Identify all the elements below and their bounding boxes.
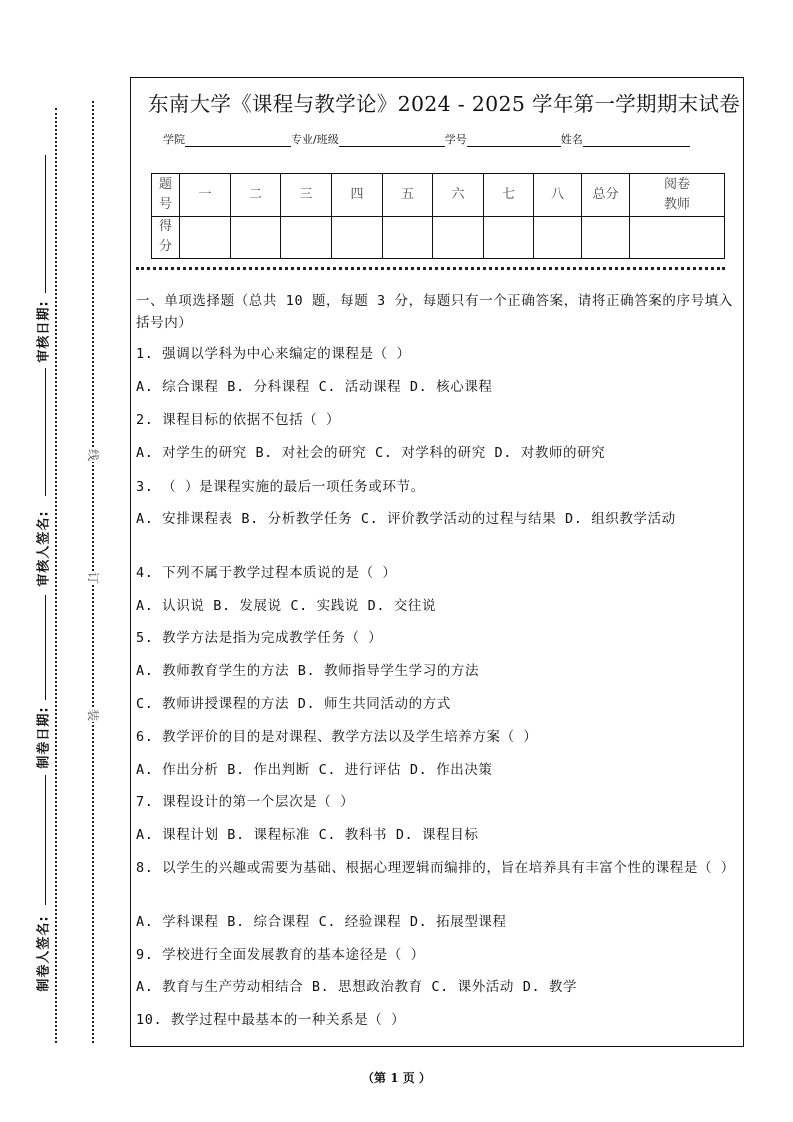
question-options: A. 认识说 B. 发展说 C. 实践说 D. 交往说 bbox=[136, 598, 437, 614]
question-stem: 8. 以学生的兴趣或需要为基础、根据心理逻辑而编排的，旨在培养具有丰富个性的课程是（ ） bbox=[136, 860, 735, 876]
question-stem: 1. 强调以学科为中心来编定的课程是（ ） bbox=[136, 346, 411, 362]
question-stem: 2. 课程目标的依据不包括（ ） bbox=[136, 412, 341, 428]
question-options: A. 对学生的研究 B. 对社会的研究 C. 对学科的研究 D. 对教师的研究 bbox=[136, 445, 606, 461]
score-cell[interactable] bbox=[281, 216, 332, 259]
column-header: 五 bbox=[383, 174, 433, 217]
college-field[interactable] bbox=[185, 133, 291, 147]
score-row bbox=[152, 216, 725, 259]
college-label: 学院 bbox=[163, 133, 185, 146]
signature-line bbox=[45, 368, 46, 496]
compiler-signature-label: 制卷人签名: bbox=[36, 915, 52, 992]
section-heading: 一、单项选择题（总共 10 题，每题 3 分，每题只有一个正确答案，请将正确答案的序号填入括号内） bbox=[136, 293, 733, 331]
compile-date-label: 制卷日期: bbox=[36, 706, 52, 769]
column-header: 三 bbox=[281, 174, 332, 217]
major-class-label: 专业/班级 bbox=[291, 133, 339, 146]
total-score-header: 总分 bbox=[582, 174, 630, 217]
question-stem: 10. 教学过程中最基本的一种关系是（ ） bbox=[136, 1012, 406, 1028]
seal-char-seal: 装 bbox=[86, 708, 100, 721]
score-cell[interactable] bbox=[383, 216, 433, 259]
question-number-row bbox=[152, 174, 725, 217]
major-class-field[interactable] bbox=[339, 133, 445, 147]
seal-char-bind: 订 bbox=[86, 571, 100, 584]
score-table bbox=[151, 173, 725, 259]
score-cell[interactable] bbox=[534, 216, 582, 259]
question-options: A. 安排课程表 B. 分析教学任务 C. 评价教学活动的过程与结果 D. 组织教学活动 bbox=[136, 511, 676, 527]
total-score-cell[interactable] bbox=[582, 216, 630, 259]
dotted-separator bbox=[136, 267, 725, 270]
binding-dotted-line-left bbox=[55, 108, 57, 1043]
question-stem: 3. （ ）是课程实施的最后一项任务或环节。 bbox=[136, 479, 425, 495]
question-options: A. 教育与生产劳动相结合 B. 思想政治教育 C. 课外活动 D. 教学 bbox=[136, 979, 578, 995]
score-cell[interactable] bbox=[433, 216, 484, 259]
name-field[interactable] bbox=[583, 133, 690, 147]
seal-char-line: 线 bbox=[86, 448, 100, 461]
name-label: 姓名 bbox=[560, 133, 583, 146]
question-stem: 9. 学校进行全面发展教育的基本途径是（ ） bbox=[136, 947, 425, 963]
question-options: A. 教师教育学生的方法 B. 教师指导学生学习的方法 bbox=[136, 663, 480, 679]
column-header: 八 bbox=[534, 174, 582, 217]
student-info-row bbox=[163, 131, 690, 147]
question-options: A. 学科课程 B. 综合课程 C. 经验课程 D. 拓展型课程 bbox=[136, 914, 507, 930]
score-row-header: 得 分 bbox=[152, 216, 180, 259]
column-header: 四 bbox=[332, 174, 383, 217]
student-id-label: 学号 bbox=[444, 133, 467, 146]
column-header: 六 bbox=[433, 174, 484, 217]
signature-line bbox=[45, 775, 46, 905]
question-stem: 7. 课程设计的第一个层次是（ ） bbox=[136, 794, 355, 810]
signature-line bbox=[45, 155, 46, 293]
question-options: C. 教师讲授课程的方法 D. 师生共同活动的方式 bbox=[136, 696, 451, 712]
question-options: A. 作出分析 B. 作出判断 C. 进行评估 D. 作出决策 bbox=[136, 762, 493, 778]
student-id-field[interactable] bbox=[467, 133, 561, 147]
score-cell[interactable] bbox=[332, 216, 383, 259]
question-options: A. 综合课程 B. 分科课程 C. 活动课程 D. 核心课程 bbox=[136, 379, 493, 395]
question-stem: 5. 教学方法是指为完成教学任务（ ） bbox=[136, 630, 383, 646]
question-options: A. 课程计划 B. 课程标准 C. 教科书 D. 课程目标 bbox=[136, 827, 479, 843]
grader-cell[interactable] bbox=[630, 216, 725, 259]
score-cell[interactable] bbox=[180, 216, 231, 259]
signature-line bbox=[45, 595, 46, 700]
column-header: 一 bbox=[180, 174, 231, 217]
column-header: 二 bbox=[231, 174, 281, 217]
score-cell[interactable] bbox=[484, 216, 534, 259]
grader-header: 阅卷 教师 bbox=[630, 174, 725, 217]
review-date-label: 审核日期: bbox=[36, 300, 52, 363]
page-number: （第 1 页 ） bbox=[362, 1071, 431, 1085]
score-cell[interactable] bbox=[231, 216, 281, 259]
question-stem: 6. 教学评价的目的是对课程、教学方法以及学生培养方案（ ） bbox=[136, 729, 538, 745]
question-stem: 4. 下列不属于教学过程本质说的是（ ） bbox=[136, 565, 397, 581]
exam-title: 东南大学《课程与教学论》2024 - 2025 学年第一学期期末试卷 bbox=[148, 92, 741, 116]
column-header: 七 bbox=[484, 174, 534, 217]
reviewer-signature-label: 审核人签名: bbox=[36, 510, 52, 587]
question-number-header: 题 号 bbox=[152, 174, 180, 217]
